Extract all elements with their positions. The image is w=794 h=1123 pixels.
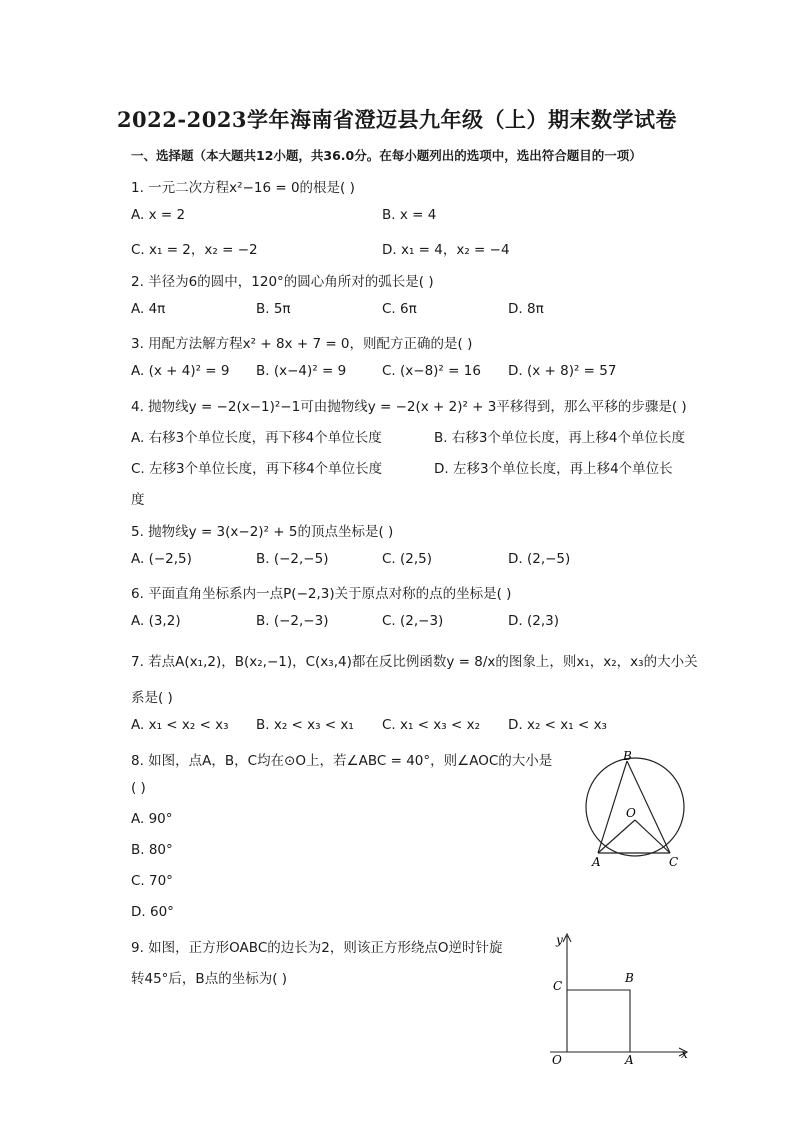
question-9-square-figure <box>540 930 700 1070</box>
label-a: A <box>592 855 601 869</box>
question-5-option-c: C. (2,5) <box>382 551 433 567</box>
question-7-stem-continued: 系是( ) <box>131 690 173 706</box>
question-4-stem: 4. 抛物线y = −2(x−1)²−1可由抛物线y = −2(x + 2)² + 3平移得到，那么平移的步骤是( ) <box>131 399 687 415</box>
question-6-option-b: B. (−2,−3) <box>256 613 329 629</box>
label-a: A <box>625 1053 634 1067</box>
exam-title: 2022-2023学年海南省澄迈县九年级（上）期末数学试卷 <box>116 107 678 132</box>
segment-ba <box>598 761 627 853</box>
question-7-option-b: B. x₂ < x₃ < x₁ <box>256 717 354 733</box>
question-8-stem-continued: ( ) <box>131 780 146 796</box>
question-3-option-a: A. (x + 4)² = 9 <box>131 363 230 379</box>
label-y: y <box>556 933 563 947</box>
question-8-option-c: C. 70° <box>131 873 173 889</box>
label-b: B <box>623 749 632 763</box>
question-4-option-d-continued: 度 <box>131 492 145 508</box>
question-5-option-d: D. (2,−5) <box>508 551 571 567</box>
question-8-option-d: D. 60° <box>131 904 174 920</box>
label-c: C <box>553 979 563 993</box>
question-2-option-a: A. 4π <box>131 301 166 317</box>
question-1-option-d: D. x₁ = 4，x₂ = −4 <box>382 242 510 258</box>
question-8-option-b: B. 80° <box>131 842 173 858</box>
question-5-stem: 5. 抛物线y = 3(x−2)² + 5的顶点坐标是( ) <box>131 524 394 540</box>
label-c: C <box>669 855 679 869</box>
section-heading-choice: 一、选择题（本大题共12小题，共36.0分。在每小题列出的选项中，选出符合题目的一项） <box>131 148 642 163</box>
question-4-option-a: A. 右移3个单位长度，再下移4个单位长度 <box>131 430 382 446</box>
square-oabc <box>567 990 630 1052</box>
question-3-option-d: D. (x + 8)² = 57 <box>508 363 617 379</box>
question-2-option-c: C. 6π <box>382 301 417 317</box>
question-3-option-c: C. (x−8)² = 16 <box>382 363 481 379</box>
question-9-stem: 9. 如图，正方形OABC的边长为2，则该正方形绕点O逆时针旋 <box>131 940 503 956</box>
question-9-stem-continued: 转45°后，B点的坐标为( ) <box>131 971 288 987</box>
label-o: O <box>552 1053 562 1067</box>
question-6-option-d: D. (2,3) <box>508 613 559 629</box>
question-5-option-b: B. (−2,−5) <box>256 551 329 567</box>
question-2-option-d: D. 8π <box>508 301 544 317</box>
question-7-option-d: D. x₂ < x₁ < x₃ <box>508 717 607 733</box>
question-8-stem: 8. 如图，点A，B，C均在⊙O上，若∠ABC = 40°，则∠AOC的大小是 <box>131 753 553 769</box>
question-6-option-a: A. (3,2) <box>131 613 181 629</box>
question-8-option-a: A. 90° <box>131 811 173 827</box>
segment-oc <box>635 820 670 853</box>
question-3-stem: 3. 用配方法解方程x² + 8x + 7 = 0，则配方正确的是( ) <box>131 336 473 352</box>
question-8-circle-figure <box>580 746 690 872</box>
question-5-option-a: A. (−2,5) <box>131 551 192 567</box>
question-6-option-c: C. (2,−3) <box>382 613 444 629</box>
question-3-option-b: B. (x−4)² = 9 <box>256 363 347 379</box>
question-6-stem: 6. 平面直角坐标系内一点P(−2,3)关于原点对称的点的坐标是( ) <box>131 586 512 602</box>
label-o: O <box>626 806 636 820</box>
question-1-option-b: B. x = 4 <box>382 207 437 223</box>
question-4-option-d: D. 左移3个单位长度，再上移4个单位长 <box>434 461 673 477</box>
label-b: B <box>625 971 634 985</box>
label-x: x <box>681 1047 688 1061</box>
question-7-option-a: A. x₁ < x₂ < x₃ <box>131 717 229 733</box>
question-1-option-c: C. x₁ = 2，x₂ = −2 <box>131 242 258 258</box>
question-4-option-b: B. 右移3个单位长度，再上移4个单位长度 <box>434 430 686 446</box>
question-2-stem: 2. 半径为6的圆中，120°的圆心角所对的弧长是( ) <box>131 274 434 290</box>
question-7-option-c: C. x₁ < x₃ < x₂ <box>382 717 481 733</box>
question-1-option-a: A. x = 2 <box>131 207 186 223</box>
question-2-option-b: B. 5π <box>256 301 291 317</box>
question-1-stem: 1. 一元二次方程x²−16 = 0的根是( ) <box>131 180 355 196</box>
question-7-stem: 7. 若点A(x₁,2)，B(x₂,−1)，C(x₃,4)都在反比例函数y = 8/x的图象上，则x₁，x₂，x₃的大小关 <box>131 654 698 670</box>
question-4-option-c: C. 左移3个单位长度，再下移4个单位长度 <box>131 461 383 477</box>
